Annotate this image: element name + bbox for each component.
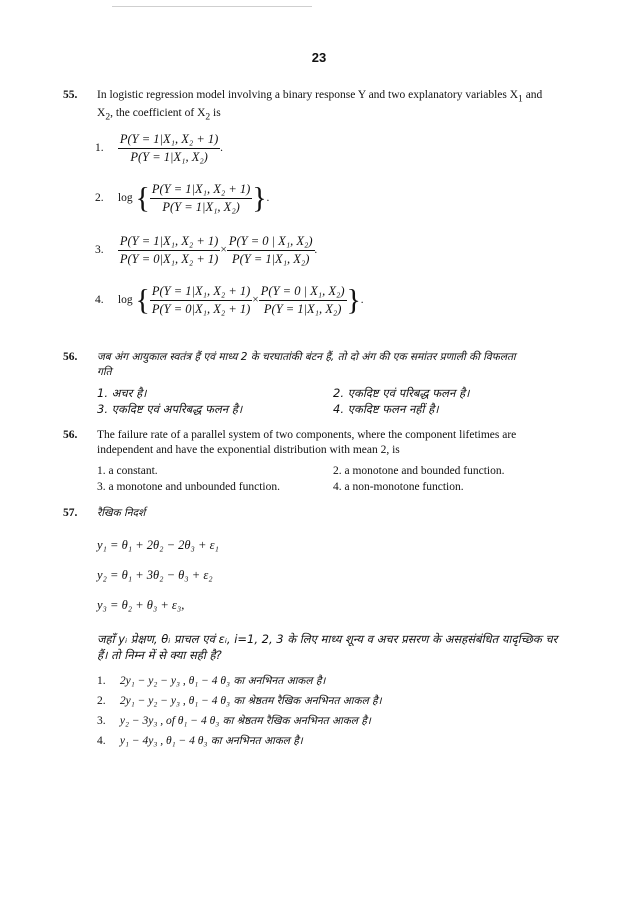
fraction-numerator: P(Y = 1|X₁, X₂ + 1) <box>150 284 252 301</box>
question-text <box>97 350 563 380</box>
option-label: 4. <box>97 735 106 747</box>
times-sign: × <box>220 244 227 257</box>
q57-equation-3: y₃ = θ₂ + θ₃ + ε₃, <box>97 598 185 612</box>
question-text <box>97 88 563 125</box>
option-text: का अनभिनत आकल है। <box>207 735 303 747</box>
fraction <box>227 234 315 267</box>
q57-equation-1: y₁ = θ₁ + 2θ₂ − 2θ₃ + ε₁ <box>97 538 219 552</box>
right-brace: } <box>346 283 361 317</box>
fraction <box>118 132 220 165</box>
q57-description-line1: जहाँ yᵢ प्रेक्षण, θᵢ प्राचल एवं εᵢ, i=1, 2, 3 के लिए माध्य शून्य व अचर प्रसरण के असहसंबंधित यादृच्छिक चर <box>97 632 558 646</box>
option-text: का अनभिनत आकल है। <box>230 675 326 687</box>
fraction <box>150 284 252 317</box>
question-55 <box>63 88 563 125</box>
fraction <box>259 284 347 317</box>
question-text-line2: independent and have the exponential distribution with mean 2, is <box>97 444 400 456</box>
q56-hi-option-1: 1. अचर है। <box>97 386 147 400</box>
option-math: y₂ − 3y₃ , of θ₁ − 4 θ₃ <box>119 715 220 727</box>
subscript: 2 <box>205 111 211 123</box>
fraction-denominator: P(Y = 0|X₁, X₂ + 1) <box>151 302 251 316</box>
q57-equation-2: y₂ = θ₁ + 3θ₂ − θ₃ + ε₂ <box>97 568 213 582</box>
fraction <box>118 234 220 267</box>
question-56-english <box>63 428 563 458</box>
fraction-denominator: P(Y = 1|X₁, X₂) <box>130 150 208 164</box>
q55-option-4 <box>95 284 364 317</box>
option-label: 2. <box>97 695 106 707</box>
question-text-line1: In logistic regression model involving a binary response Y and two explanatory variables X <box>97 89 519 101</box>
left-brace: { <box>135 283 150 317</box>
option-math: 2y₁ − y₂ − y₃ , θ₁ − 4 θ₃ <box>119 675 231 687</box>
question-text-line1: जब अंग आयुकाल स्वतंत्र हैं एवं माध्य 2 के चरघातांकी बंटन हैं, तो दो अंग की एक समांतर प्रणाली की विफलता <box>97 351 516 363</box>
question-number: 55. <box>63 89 78 101</box>
question-title: रैखिक निदर्श <box>97 507 146 519</box>
option-text: का श्रेष्ठतम रैखिक अनभिनत आकल है। <box>230 695 382 707</box>
question-text-line1: The failure rate of a parallel system of two components, where the component lifetimes are <box>97 429 517 441</box>
question-text-line1-end: and <box>522 89 543 101</box>
q56-hi-option-4: 4. एकदिष्ट फलन नहीं है। <box>333 402 439 416</box>
option-label: 1. <box>97 675 106 687</box>
subscript: 1 <box>518 93 523 105</box>
right-brace: } <box>252 181 267 215</box>
q56-hi-option-3: 3. एकदिष्ट एवं अपरिबद्ध फलन है। <box>97 402 243 416</box>
option-label: 4. <box>95 294 104 307</box>
option-label: 2. <box>95 192 104 205</box>
fraction-denominator: P(Y = 0|X₁, X₂ + 1) <box>119 252 219 266</box>
subscript: 2 <box>105 111 111 123</box>
top-rule <box>112 6 312 7</box>
q57-option-3 <box>97 714 371 729</box>
log-prefix: log <box>117 192 133 205</box>
option-label: 3. <box>95 244 104 257</box>
question-56-hindi <box>63 350 563 380</box>
log-prefix: log <box>117 294 133 307</box>
fraction <box>150 182 252 215</box>
left-brace: { <box>135 181 150 215</box>
question-text-line2-end: , the coefficient of X <box>110 107 206 120</box>
q56-en-option-3: 3. a monotone and unbounded function. <box>97 481 281 493</box>
option-suffix: . <box>314 244 318 257</box>
q56-en-option-4: 4. a non-monotone function. <box>333 481 464 493</box>
option-suffix: . <box>220 142 224 155</box>
question-text-line2-tail: is <box>210 107 221 120</box>
fraction-numerator: P(Y = 1|X₁, X₂ + 1) <box>118 132 220 149</box>
option-math: 2y₁ − y₂ − y₃ , θ₁ − 4 θ₃ <box>119 695 231 707</box>
option-math: y₁ − 4y₃ , θ₁ − 4 θ₃ <box>119 735 208 747</box>
question-57 <box>63 506 563 521</box>
q55-option-2 <box>95 182 270 215</box>
q56-en-option-1: 1. a constant. <box>97 465 158 477</box>
fraction-numerator: P(Y = 0 | X₁, X₂) <box>227 234 315 251</box>
question-number: 56. <box>63 351 78 363</box>
option-label: 3. <box>97 715 106 727</box>
fraction-numerator: P(Y = 1|X₁, X₂ + 1) <box>118 234 220 251</box>
q56-hi-option-2: 2. एकदिष्ट एवं परिबद्ध फलन है। <box>333 386 470 400</box>
fraction-denominator: P(Y = 1|X₁, X₂) <box>263 302 342 316</box>
question-text-line2: X <box>97 107 106 120</box>
q55-option-3 <box>95 234 317 267</box>
page-number: 23 <box>311 50 327 65</box>
times-sign: × <box>252 294 259 307</box>
fraction-denominator: P(Y = 1|X₁, X₂) <box>162 200 240 214</box>
question-number: 56. <box>63 429 78 441</box>
q57-option-1 <box>97 674 325 689</box>
fraction-denominator: P(Y = 1|X₁, X₂) <box>231 252 310 266</box>
option-suffix: . <box>266 192 270 205</box>
question-number: 57. <box>63 507 78 519</box>
q57-option-4 <box>97 734 303 749</box>
q56-en-option-2: 2. a monotone and bounded function. <box>333 465 505 477</box>
option-text: का श्रेष्ठतम रैखिक अनभिनत आकल है। <box>219 715 371 727</box>
question-text <box>97 428 563 458</box>
option-label: 1. <box>95 142 104 155</box>
q57-description-line2: हैं। तो निम्न में से क्या सही है? <box>97 648 222 662</box>
fraction-numerator: P(Y = 0 | X₁, X₂) <box>259 284 347 301</box>
q57-option-2 <box>97 694 382 709</box>
fraction-numerator: P(Y = 1|X₁, X₂ + 1) <box>150 182 252 199</box>
question-text-line2: गति <box>97 366 112 378</box>
q55-option-1 <box>95 132 223 165</box>
option-suffix: . <box>360 294 364 307</box>
